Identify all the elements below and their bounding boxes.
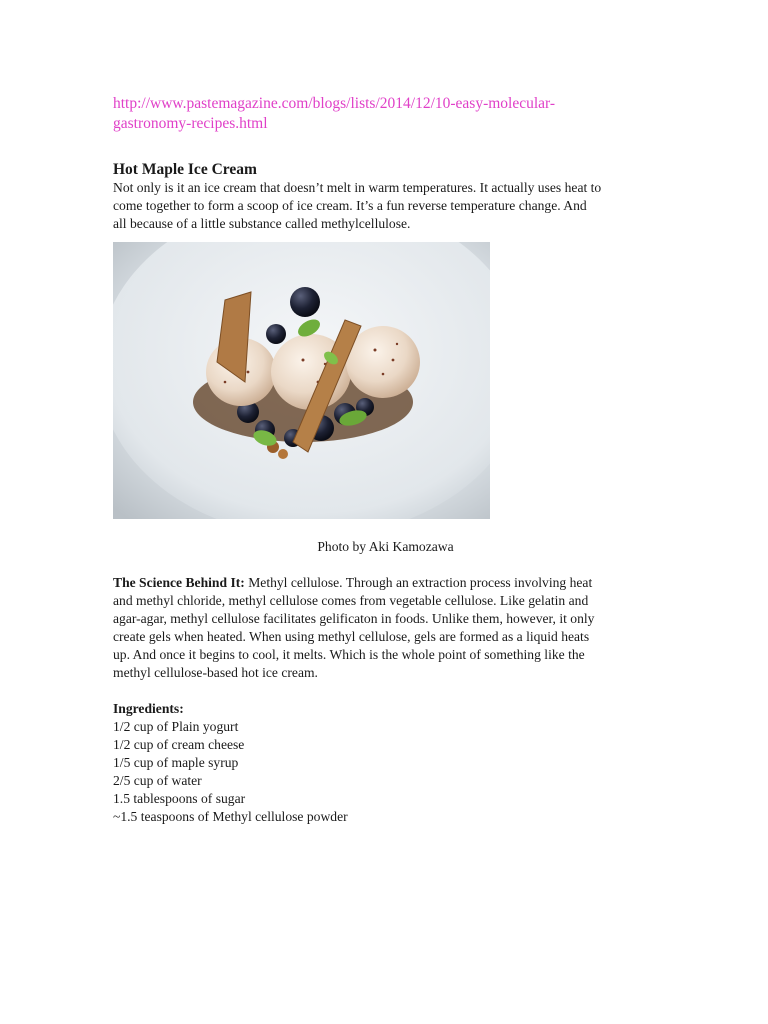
intro-line: Not only is it an ice cream that doesn’t melt in warm temperatures. It actually uses heat to bbox=[113, 180, 602, 195]
recipe-intro bbox=[113, 179, 658, 233]
science-line: up. And once it begins to cool, it melts. Which is the whole point of something like the bbox=[113, 647, 585, 662]
science-paragraph bbox=[113, 574, 658, 682]
science-line: methyl cellulose-based hot ice cream. bbox=[113, 665, 318, 680]
recipe-title: Hot Maple Ice Cream bbox=[113, 161, 257, 178]
ingredients-list bbox=[113, 718, 658, 826]
photo-caption: Photo by Aki Kamozawa bbox=[317, 539, 454, 554]
ingredient-item: ~1.5 teaspoons of Methyl cellulose powder bbox=[113, 809, 348, 824]
science-line: create gels when heated. When using methyl cellulose, gels are formed as a liquid heats bbox=[113, 629, 590, 644]
ingredient-item: 1/5 cup of maple syrup bbox=[113, 755, 239, 770]
science-label: The Science Behind It: bbox=[113, 575, 245, 590]
ingredient-item: 2/5 cup of water bbox=[113, 773, 202, 788]
ingredient-item: 1/2 cup of cream cheese bbox=[113, 737, 245, 752]
ingredients-title: Ingredients: bbox=[113, 701, 184, 716]
science-line: agar-agar, methyl cellulose facilitates gelificaton in foods. Unlike them, however, it only bbox=[113, 611, 595, 626]
source-link-line-2[interactable]: gastronomy-recipes.html bbox=[113, 115, 268, 132]
ingredient-item: 1/2 cup of Plain yogurt bbox=[113, 719, 239, 734]
intro-line: come together to form a scoop of ice cream. It’s a fun reverse temperature change. And bbox=[113, 198, 587, 213]
intro-line: all because of a little substance called methylcellulose. bbox=[113, 216, 411, 231]
ingredient-item: 1.5 tablespoons of sugar bbox=[113, 791, 246, 806]
source-link-line-1[interactable]: http://www.pastemagazine.com/blogs/lists/2014/12/10-easy-molecular- bbox=[113, 95, 556, 112]
document-page bbox=[113, 94, 658, 826]
science-line: and methyl chloride, methyl cellulose comes from vegetable cellulose. Like gelatin and bbox=[113, 593, 589, 608]
ice-cream-photo bbox=[113, 242, 490, 519]
science-line: Methyl cellulose. Through an extraction process involving heat bbox=[244, 575, 593, 590]
source-link[interactable] bbox=[113, 94, 658, 134]
